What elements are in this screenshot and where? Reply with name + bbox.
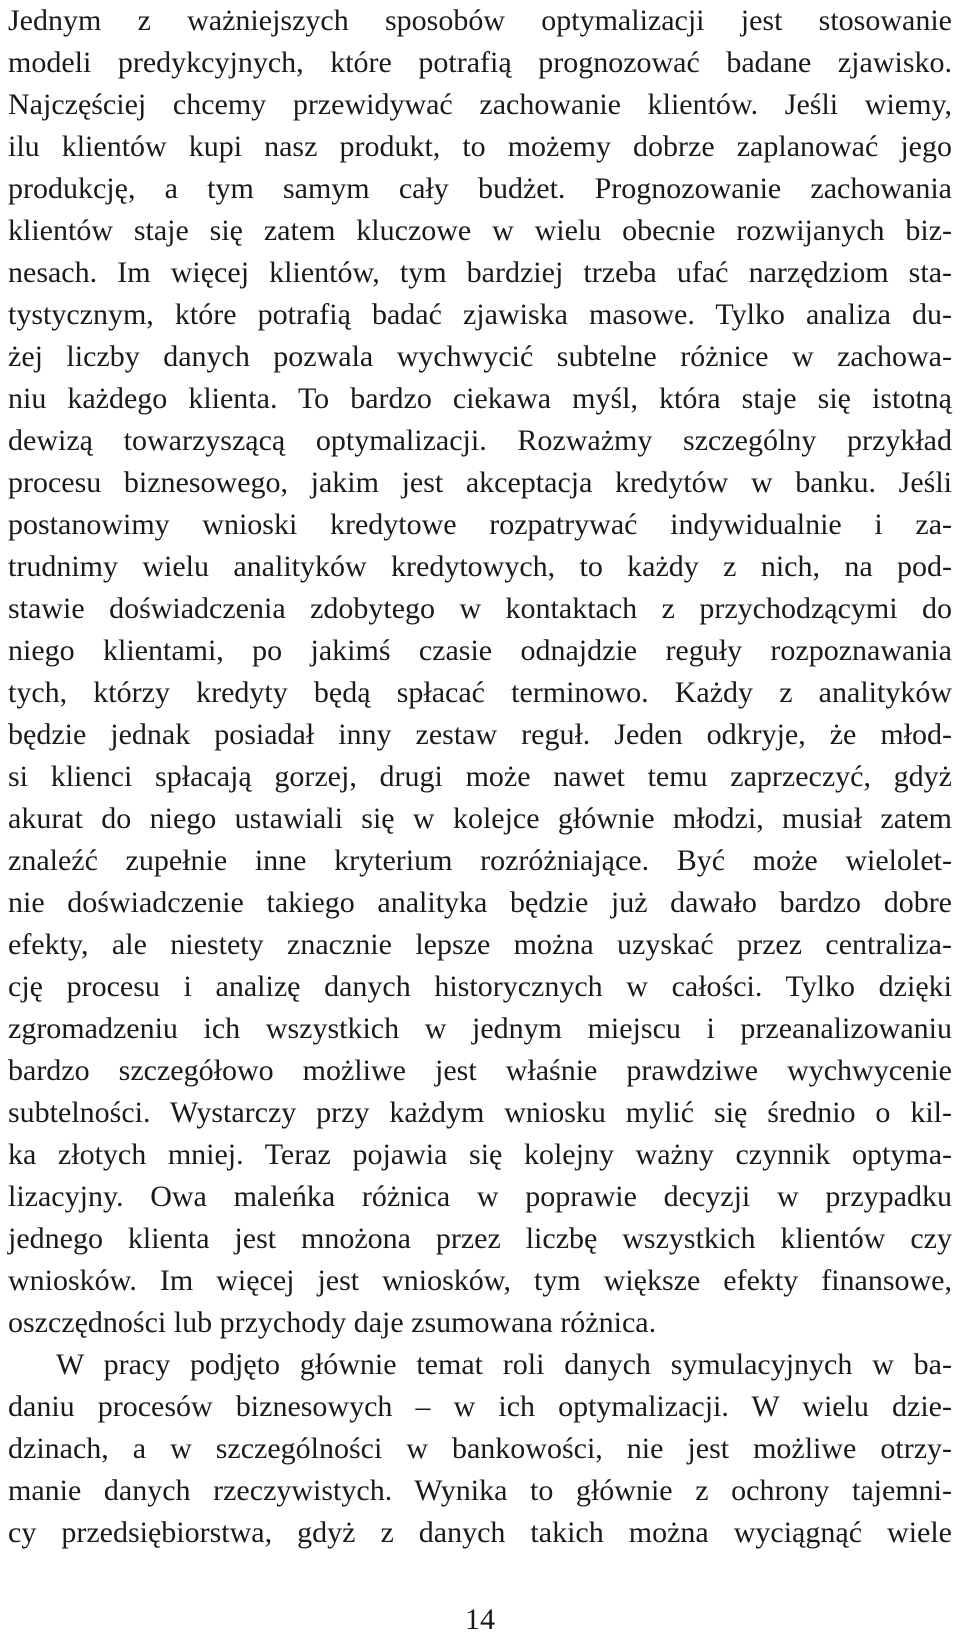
page-number: 14 xyxy=(465,1603,495,1636)
text-line: W pracy podjęto głównie temat roli danych symulacyjnych w ba- xyxy=(56,1348,952,1381)
text-line: dewizą towarzyszącą optymalizacji. Rozważmy szczególny przykład xyxy=(8,424,952,457)
text-line: akurat do niego ustawiali się w kolejce głównie młodzi, musiał zatem xyxy=(8,802,952,835)
text-line: klientów staje się zatem kluczowe w wielu obecnie rozwijanych biz- xyxy=(8,214,952,247)
document-body xyxy=(8,0,952,1554)
text-line: lizacyjny. Owa maleńka różnica w poprawie decyzji w przypadku xyxy=(8,1180,952,1213)
paragraph-1 xyxy=(8,0,952,1344)
text-line: żej liczby danych pozwala wychwycić subtelne różnice w zachowa- xyxy=(8,340,952,373)
paragraph-2 xyxy=(8,1344,952,1554)
text-line: cy przedsiębiorstwa, gdyż z danych takich można wyciągnąć wiele xyxy=(8,1516,952,1549)
text-line: si klienci spłacają gorzej, drugi może nawet temu zaprzeczyć, gdyż xyxy=(8,760,952,793)
text-line: stawie doświadczenia zdobytego w kontaktach z przychodzącymi do xyxy=(8,592,952,625)
text-line: subtelności. Wystarczy przy każdym wniosku mylić się średnio o kil- xyxy=(8,1096,952,1129)
text-line: nesach. Im więcej klientów, tym bardziej trzeba ufać narzędziom sta- xyxy=(8,256,952,289)
text-line: procesu biznesowego, jakim jest akceptacja kredytów w banku. Jeśli xyxy=(8,466,952,499)
text-line: niego klientami, po jakimś czasie odnajdzie reguły rozpoznawania xyxy=(8,634,952,667)
text-line: zgromadzeniu ich wszystkich w jednym miejscu i przeanalizowaniu xyxy=(8,1012,952,1045)
text-line: znaleźć zupełnie inne kryterium rozróżniające. Być może wielolet- xyxy=(8,844,952,877)
text-line: wniosków. Im więcej jest wniosków, tym większe efekty finansowe, xyxy=(8,1264,952,1297)
text-line: tystycznym, które potrafią badać zjawiska masowe. Tylko analiza du- xyxy=(8,298,952,331)
text-line: efekty, ale niestety znacznie lepsze można uzyskać przez centraliza- xyxy=(8,928,952,961)
text-line: ka złotych mniej. Teraz pojawia się kolejny ważny czynnik optyma- xyxy=(8,1138,952,1171)
text-line: produkcję, a tym samym cały budżet. Prognozowanie zachowania xyxy=(8,172,952,205)
text-line: nie doświadczenie takiego analityka będzie już dawało bardzo dobre xyxy=(8,886,952,919)
text-line: Najczęściej chcemy przewidywać zachowanie klientów. Jeśli wiemy, xyxy=(8,88,952,121)
text-line: tych, którzy kredyty będą spłacać terminowo. Każdy z analityków xyxy=(8,676,952,709)
text-line: bardzo szczegółowo możliwe jest właśnie prawdziwe wychwycenie xyxy=(8,1054,952,1087)
text-line: postanowimy wnioski kredytowe rozpatrywać indywidualnie i za- xyxy=(8,508,952,541)
text-line: cję procesu i analizę danych historycznych w całości. Tylko dzięki xyxy=(8,970,952,1003)
text-line: oszczędności lub przychody daje zsumowana różnica. xyxy=(8,1306,657,1339)
text-line: manie danych rzeczywistych. Wynika to głównie z ochrony tajemni- xyxy=(8,1474,952,1507)
text-line: jednego klienta jest mnożona przez liczbę wszystkich klientów czy xyxy=(8,1222,952,1255)
text-line: będzie jednak posiadał inny zestaw reguł. Jeden odkryje, że młod- xyxy=(8,718,952,751)
text-line: ilu klientów kupi nasz produkt, to możemy dobrze zaplanować jego xyxy=(8,130,952,163)
text-line: trudnimy wielu analityków kredytowych, to każdy z nich, na pod- xyxy=(8,550,952,583)
text-line: modeli predykcyjnych, które potrafią prognozować badane zjawisko. xyxy=(8,46,952,79)
text-line: dzinach, a w szczególności w bankowości, nie jest możliwe otrzy- xyxy=(8,1432,952,1465)
text-line: niu każdego klienta. To bardzo ciekawa myśl, która staje się istotną xyxy=(8,382,952,415)
text-line: Jednym z ważniejszych sposobów optymalizacji jest stosowanie xyxy=(8,4,952,37)
text-line: daniu procesów biznesowych – w ich optymalizacji. W wielu dzie- xyxy=(8,1390,952,1423)
